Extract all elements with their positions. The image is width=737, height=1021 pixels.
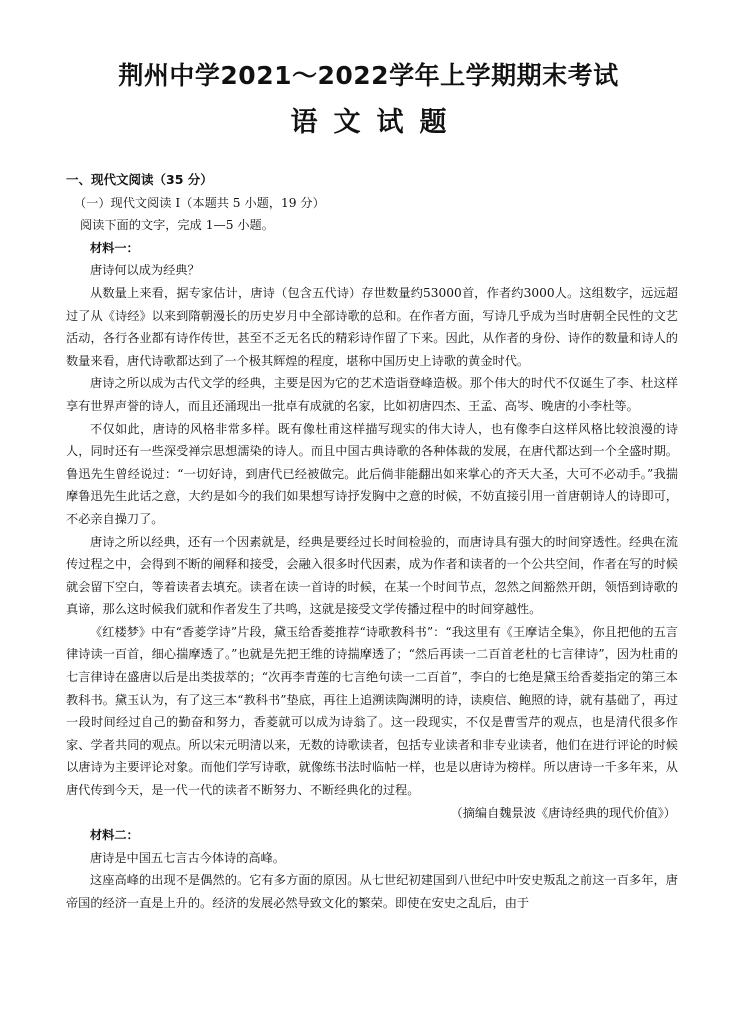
- material-one-paragraph: 《红楼梦》中有“香菱学诗”片段，黛玉给香菱推荐“诗歌教科书”：“我这里有《王摩诘全集》，你且把他的五言律诗读一百首，细心揣摩透了。”也就是先把王维的诗揣摩透了；“然后再读一二百首老杜的七言律诗”，因为杜甫的七言律诗在盛唐以后是出类拔萃的；“次再李青莲的七言绝句读一二百首”，李白的七绝是黛玉给香菱指定的第三本教科书。黛玉认为，有了这三本“教科书”垫底，再往上追溯读陶渊明的诗，读庾信、鲍照的诗，就有基础了，再过一段时间经过自己的勤奋和努力，香菱就可以成为诗翁了。这一段现实，不仅是曹雪芹的观点，也是清代很多作家、学者共同的观点。所以宋元明清以来，无数的诗歌读者，包括专业读者和非专业读者，他们在进行评论的时候以唐诗为主要评论对象。而他们学写诗歌，就像练书法时临帖一样，也是以唐诗为榜样。所以唐诗一千多年来，从唐代传到今天，是一代一代的读者不断努力、不断经典化的过程。: [66, 624, 678, 798]
- exam-subject-title: 语文试题: [290, 107, 463, 138]
- material-one-paragraph: 唐诗之所以成为古代文学的经典，主要是因为它的艺术造诣登峰造极。那个伟大的时代不仅诞生了李、杜这样享有世界声誉的诗人，而且还涌现出一批卓有成就的名家，比如初唐四杰、王孟、高岑、晚唐的小李杜等。: [66, 376, 678, 413]
- material-one-paragraph: 不仅如此，唐诗的风格非常多样。既有像杜甫这样描写现实的伟大诗人，也有像李白这样风格比较浪漫的诗人，同时还有一些深受禅宗思想濡染的诗人。而且中国古典诗歌的各种体裁的发展，在唐代都达到一个全盛时期。鲁迅先生曾经说过：“一切好诗，到唐代已经被做完。此后倘非能翻出如来掌心的齐天大圣，大可不必动手。”我揣摩鲁迅先生此话之意，大约是如今的我们如果想写诗抒发胸中之意的时候，不妨直接引用一首唐朝诗人的诗即可，不必亲自操刀了。: [66, 421, 678, 526]
- reading-instruction: 阅读下面的文字，完成 1—5 小题。: [80, 218, 274, 233]
- subsection-heading: （一）现代文阅读 I（本题共 5 小题，19 分）: [74, 195, 325, 210]
- material-one-source: （摘编自魏景波《唐诗经典的现代价值》）: [450, 805, 676, 820]
- exam-body: [66, 169, 678, 915]
- material-one-paragraph: 从数量上来看，据专家估计，唐诗（包含五代诗）存世数量约53000首，作者约3000人。这组数字，远远超过了从《诗经》以来到隋朝漫长的历史岁月中全部诗歌的总和。在作者方面，写诗几乎成为当时唐朝全民性的文艺活动，各行各业都有诗作传世，甚至不乏无名氏的精彩诗作留了下来。因此，从作者的身份、诗作的数量和诗人的数量来看，唐代诗歌都达到了一个极其辉煌的程度，堪称中国历史上诗歌的黄金时代。: [66, 285, 678, 368]
- material-two-paragraph: 这座高峰的出现不是偶然的。它有多方面的原因。从七世纪初建国到八世纪中叶安史叛乱之前这一百多年，唐帝国的经济一直是上升的。经济的发展必然导致文化的繁荣。即使在安史之乱后，由于: [66, 873, 678, 910]
- exam-title: 荆州中学2021～2022学年上学期期末考试: [118, 61, 619, 90]
- material-two-label: 材料二：: [90, 828, 139, 843]
- material-two-question: 唐诗是中国五七言古今体诗的高峰。: [90, 850, 285, 865]
- material-one-question: 唐诗何以成为经典？: [90, 263, 200, 278]
- material-one-label: 材料一：: [90, 240, 139, 255]
- section-heading: 一、现代文阅读（35 分）: [66, 172, 213, 187]
- material-one-paragraph: 唐诗之所以经典，还有一个因素就是，经典是要经过长时间检验的，而唐诗具有强大的时间穿透性。经典在流传过程之中，会得到不断的阐释和接受，会融入很多时代因素，成为作者和读者的一个公共空间，作者在写的时候就会留下空白，等着读者去填充。读者在读一首诗的时候，在某一个时间节点，忽然之间豁然开朗，领悟到诗歌的真谛，那么这时候我们就和作者发生了共鸣，这就是接受文学传播过程中的时间穿越性。: [66, 534, 678, 617]
